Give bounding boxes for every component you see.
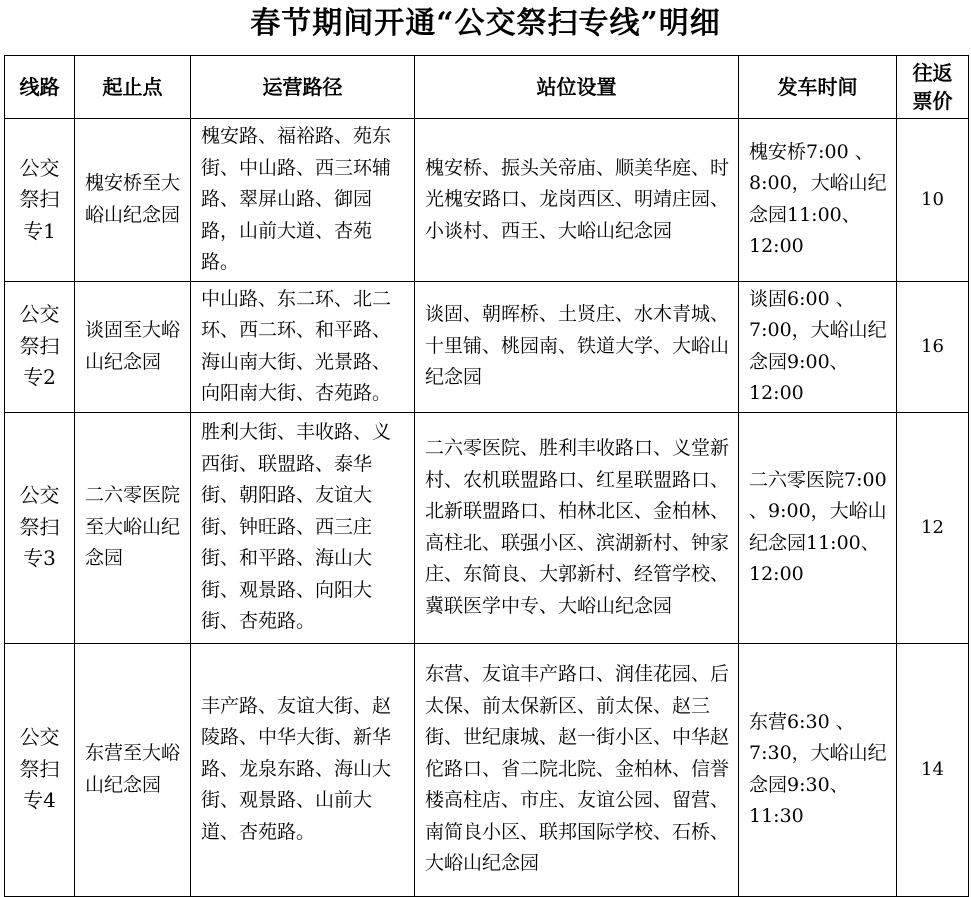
- fare-cell: 16: [897, 281, 969, 412]
- header-stops: 站位设置: [415, 56, 739, 119]
- line-name: 公交祭扫专1: [5, 119, 75, 282]
- header-line: 线路: [5, 56, 75, 119]
- header-endpoints: 起止点: [75, 56, 191, 119]
- table-row: [5, 281, 969, 412]
- stops-cell: 东营、友谊丰产路口、润佳花园、后太保、前太保新区、前太保、赵三街、世纪康城、赵一街小区、中华赵佗路口、省二院北院、金柏林、信誉楼高柱店、市庄、友谊公园、留营、南简良小区、联邦国际学校、石桥、大峪山纪念园: [415, 643, 739, 896]
- endpoints-cell: 谈固至大峪山纪念园: [75, 281, 191, 412]
- departure-cell: 二六零医院7:00 、9:00，大峪山纪念园11:00、12:00: [739, 412, 897, 643]
- fare-cell: 12: [897, 412, 969, 643]
- stops-cell: 谈固、朝晖桥、土贤庄、水木青城、十里铺、桃园南、铁道大学、大峪山纪念园: [415, 281, 739, 412]
- fare-cell: 14: [897, 643, 969, 896]
- header-departure: 发车时间: [739, 56, 897, 119]
- table-row: [5, 119, 969, 282]
- header-fare: 往返票价: [897, 56, 969, 119]
- stops-cell: 二六零医院、胜利丰收路口、义堂新村、农机联盟路口、红星联盟路口、北新联盟路口、柏林北区、金柏林、高柱北、联强小区、滨湖新村、钟家庄、东简良、大郭新村、经管学校、冀联医学中专、大峪山纪念园: [415, 412, 739, 643]
- line-name: 公交祭扫专2: [5, 281, 75, 412]
- header-route: 运营路径: [191, 56, 415, 119]
- route-table: [4, 55, 969, 897]
- table-row: [5, 412, 969, 643]
- endpoints-cell: 东营至大峪山纪念园: [75, 643, 191, 896]
- departure-cell: 东营6:30 、7:30，大峪山纪念园9:30、11:30: [739, 643, 897, 896]
- line-name: 公交祭扫专4: [5, 643, 75, 896]
- table-row: [5, 643, 969, 896]
- route-cell: 胜利大街、丰收路、义西街、联盟路、泰华街、朝阳路、友谊大街、钟旺路、西三庄街、和平路、海山大街、观景路、向阳大街、杏苑路。: [191, 412, 415, 643]
- endpoints-cell: 二六零医院至大峪山纪念园: [75, 412, 191, 643]
- header-row: [5, 56, 969, 119]
- route-cell: 槐安路、福裕路、苑东街、中山路、西三环辅路、翠屏山路、御园路，山前大道、杏苑路。: [191, 119, 415, 282]
- line-name: 公交祭扫专3: [5, 412, 75, 643]
- route-cell: 丰产路、友谊大街、赵陵路、中华大街、新华路、龙泉东路、海山大街、观景路、山前大道、杏苑路。: [191, 643, 415, 896]
- departure-cell: 槐安桥7:00 、8:00，大峪山纪念园11:00、12:00: [739, 119, 897, 282]
- route-cell: 中山路、东二环、北二环、西二环、和平路、海山南大街、光景路、向阳南大街、杏苑路。: [191, 281, 415, 412]
- page-title: 春节期间开通“公交祭扫专线”明细: [250, 6, 721, 41]
- fare-cell: 10: [897, 119, 969, 282]
- departure-cell: 谈固6:00 、7:00，大峪山纪念园9:00、12:00: [739, 281, 897, 412]
- endpoints-cell: 槐安桥至大峪山纪念园: [75, 119, 191, 282]
- stops-cell: 槐安桥、振头关帝庙、顺美华庭、时光槐安路口、龙岗西区、明靖庄园、小谈村、西王、大峪山纪念园: [415, 119, 739, 282]
